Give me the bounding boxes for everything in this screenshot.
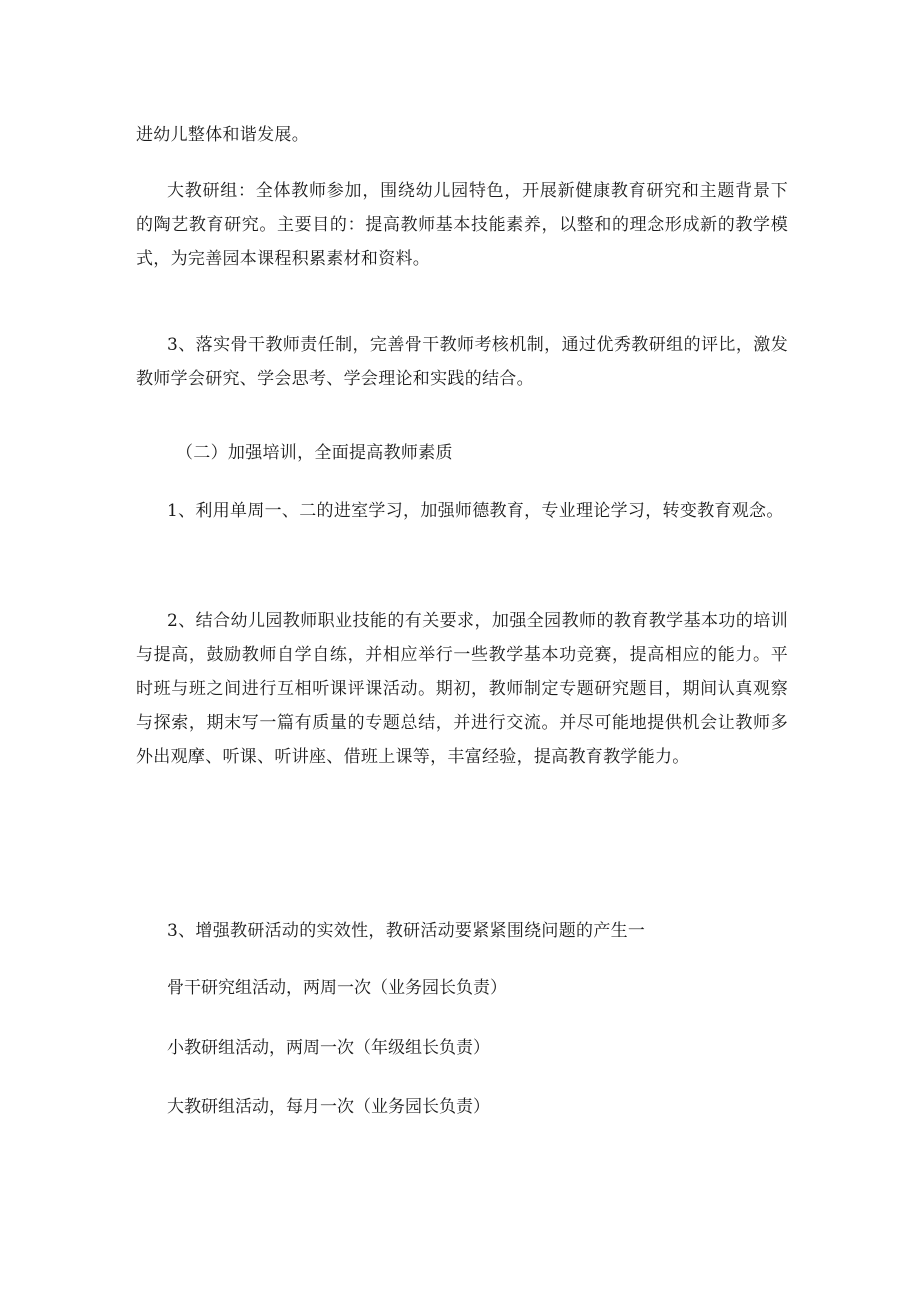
paragraph-item-2-skills: 2、结合幼儿园教师职业技能的有关要求，加强全园教师的教育教学基本功的培训与提高，鼓励教师自学自练，并相应举行一些教学基本功竞赛，提高相应的能力。平时班与班之间进行互相听课评课活动。期初，教师制定专题研究题目，期间认真观察与探索，期末写一篇有质量的专题总结，并进行交流。并尽可能地提供机会让教师多外出观摩、听课、听讲座、借班上课等，丰富经验，提高教育教学能力。 bbox=[136, 611, 788, 767]
section-heading-training: （二）加强培训，全面提高教师素质 bbox=[176, 443, 453, 463]
list-item-small-group: 小教研组活动，两周一次（年级组长负责） bbox=[167, 1038, 490, 1058]
list-item-backbone-group: 骨干研究组活动，两周一次（业务园长负责） bbox=[167, 978, 507, 998]
paragraph-continuation: 进幼儿整体和谐发展。 bbox=[136, 125, 309, 145]
paragraph-item-3-research-effectiveness: 3、增强教研活动的实效性，教研活动要紧紧围绕问题的产生一 bbox=[167, 921, 646, 941]
list-item-large-group: 大教研组活动，每月一次（业务园长负责） bbox=[167, 1097, 490, 1117]
paragraph-large-research-group: 大教研组：全体教师参加，围绕幼儿园特色，开展新健康教育研究和主题背景下的陶艺教育研究。主要目的：提高教师基本技能素养，以整和的理念形成新的教学模式，为完善园本课程积累素材和资料。 bbox=[136, 181, 788, 269]
paragraph-item-1-study: 1、利用单周一、二的进室学习，加强师德教育，专业理论学习，转变教育观念。 bbox=[167, 501, 784, 521]
paragraph-item-3-backbone-teachers: 3、落实骨干教师责任制，完善骨干教师考核机制，通过优秀教研组的评比，激发教师学会研究、学会思考、学会理论和实践的结合。 bbox=[136, 335, 788, 389]
